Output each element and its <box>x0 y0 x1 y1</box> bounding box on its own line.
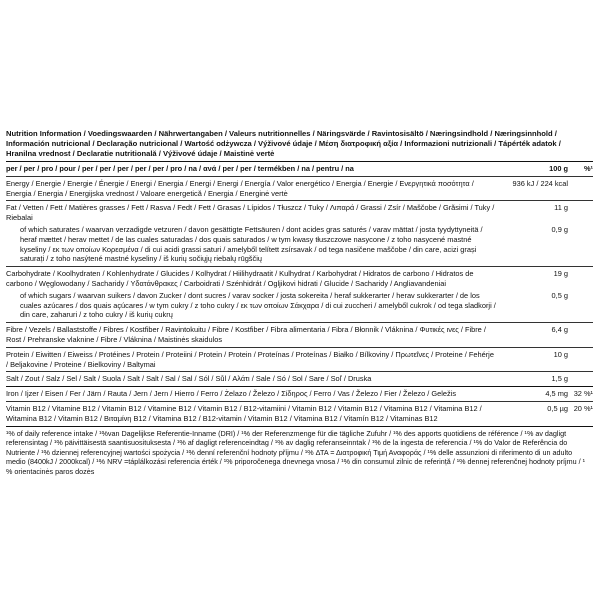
iron-label: Iron / Ijzer / Eisen / Fer / Järn / Rauta / Jern / Jern / Hierro / Ferro / Żelazo / Železo / Σίδηρος / Ferro / Vas / Železo / Fier / Železo / Geležis <box>6 389 457 399</box>
nutrition-panel <box>6 129 593 477</box>
fibre-value: 6,4 g <box>551 325 568 335</box>
salt-row <box>6 372 593 386</box>
protein-label: Protein / Eiwitten / Eiweiss / Protéines / Protein / Proteiini / Protein / Protein / Proteínas / Proteínas / Białko / Bílkoviny / Πρωτεΐνες / Proteine / Fehérje / Beljakovine / Proteine / Bielkoviny / Baltymai <box>6 349 494 369</box>
salt-value: 1,5 g <box>551 374 568 384</box>
per-pct-header: %¹ <box>583 164 593 173</box>
iron-pct: 32 %¹ <box>573 389 593 399</box>
carbs-value: 19 g <box>553 269 568 279</box>
b12-value: 0,5 µg <box>547 403 568 413</box>
protein-value: 10 g <box>553 349 568 359</box>
salt-label: Salt / Zout / Salz / Sel / Salt / Suola / Salt / Salt / Sal / Sal / Sól / Sůl / Αλάτι / Sale / Só / Sol / Sare / Soľ / Druska <box>6 374 372 384</box>
carbs-label: Carbohydrate / Koolhydraten / Kohlenhydrate / Glucides / Kolhydrat / Hiilihydraatit / Kulhydrat / Karbohydrat / Hidratos de carbono / Hidratos de carbono / Węglowodany / Sacharidy / Υδατάνθρακες / Carboidrati / Szénhidrát / Ogljikovi hidrati / Glucide / Sacharidy / Angliavandeniai <box>6 269 474 288</box>
carbs-row <box>6 267 593 322</box>
energy-label: Energy / Energie / Energie / Énergie / Energi / Energia / Energi / Energi / Energía / Valor energético / Energia / Energie / Ενεργητικά ποσότητα / Energia / Energia / Energijska vrednost / Valoare energetică / Energia / Energinė vertė <box>6 178 474 198</box>
fat-value: 11 g <box>554 203 568 213</box>
sugars-label: of which sugars / waarvan suikers / davon Zucker / dont sucres / varav socker / josta sokereita / heraf sukkerarter / herav sukkerarter / de los cuales azúcares / dos quais açúcares / w tym cukry / z toho cukry / εκ των οποίων Σάκχαρα / di cui zuccheri / amelyből cukrok / od tega sladkorji / din care, zaharuri / z toho cukry / iš kurių cukrų <box>20 290 496 320</box>
per-amount: 100 g <box>549 164 568 173</box>
protein-row <box>6 348 593 372</box>
saturates-value: 0,9 g <box>551 224 568 234</box>
iron-value: 4,5 mg <box>545 389 568 399</box>
per-row <box>6 162 593 176</box>
per-label: per / per / pro / pour / per / per / per / per / per / pro / na / ανά / per / per / termékben / na / pentru / na <box>6 164 354 173</box>
b12-label: Vitamin B12 / Vitamine B12 / Vitamin B12 / Vitamine B12 / Vitamin B12 / B12-vitamiini / Vitamin B12 / Vitamin B12 / Vitamina B12 / Vitamina B12 / Witamina B12 / Vitamin B12 / Βιταμίνη B12 / Vitamina B12 / B12-vitamin / Vitamin B12 / Vitamina B12 / Vitamín B12 / Vitaminas B12 <box>6 403 482 423</box>
energy-value: 936 kJ / 224 kcal <box>512 178 568 188</box>
footnote: ¹% of daily reference intake / ¹%van Dagelijkse Referentie-Inname (DRI) / ¹% der Referenzmenge für die tägliche Zufuhr / ¹% des apports quotidiens de référence / ¹% av dagligt referensintag / ¹% päivittäisestä saantisuosituksesta / ¹% af dagligt referenceindtag / ¹% av daglig referanseinntak / ¹% de la ingesta de referencia / ¹% do Valor de Referência do Nutriente / ¹% dziennej referencyjnej wartości spożycia / ¹% denní referenční hodnoty příjmu / ¹% ΔΤΑ = Διατροφική Τιμή Αναφοράς / ¹% delle assunzioni di riferimento di un adulto medio (8400kJ / 2000kcal) / ¹% NRV =táplálkozási referencia érték / ¹% priporočenega dnevnega vnosa / ¹% din consumul zilnic de referință / ¹% dennej referenčnej hodnoty príjmu / ¹ % orientacinės paros dozės <box>6 428 585 476</box>
fat-label: Fat / Vetten / Fett / Matières grasses / Fett / Rasva / Fedt / Fett / Grasas / Lípidos / Tłuszcz / Tuky / Λιπαρά / Grassi / Zsír / Maščobe / Grăsimi / Tuky / Riebalai <box>6 203 495 223</box>
b12-row <box>6 402 593 426</box>
fat-row <box>6 201 593 266</box>
nutrition-header: Nutrition Information / Voedingswaarden / Nährwertangaben / Valeurs nutritionnelles / Näringsvärde / Ravintosisältö / Næringsindhold / Næringsinnhold / Información nutricional / Declaração nutricional / Wartość odżywcza / Výživové údaje / Μέση διατροφική αξία / Informazioni nutrizionali / Tápérték adatok / Hranilna vrednost / Declaratie nutritională / Výživové údaje / Maistinė vertė <box>6 129 561 158</box>
energy-row <box>6 177 593 201</box>
iron-row <box>6 387 593 401</box>
sugars-value: 0,5 g <box>551 290 568 300</box>
fibre-row <box>6 323 593 347</box>
saturates-label: of which saturates / waarvan verzadigde vetzuren / davon gesättigte Fettsäuren / dont acides gras saturés / varav mättat / josta tyydyttyneitä / heraf mættet / herav mettet / de las cuales saturadas / dos quais saturados / w tym kwasy tłuszczowe nasycone / z toho nasycené mastné kyseliny / εκ των οποίων Κορεσμένα / di cui acidi grassi saturi / amelyből telített zsírsavak / od tega nasičene maščobe / din care, acizi grași saturați / z toho nasýtené mastné kyseliny / iš kurių sočiųjų riebalų rūgščių <box>20 224 483 264</box>
b12-pct: 20 %¹ <box>573 403 593 413</box>
fibre-label: Fibre / Vezels / Ballaststoffe / Fibres / Kostfiber / Ravintokuitu / Fibre / Kostfiber / Fibra alimentaria / Fibra / Błonnik / Vláknina / Φυτικές ινες / Fibre / Rost / Prehranske vlaknine / Fibre / Vláknina / Maistinės skaidulos <box>6 325 486 344</box>
